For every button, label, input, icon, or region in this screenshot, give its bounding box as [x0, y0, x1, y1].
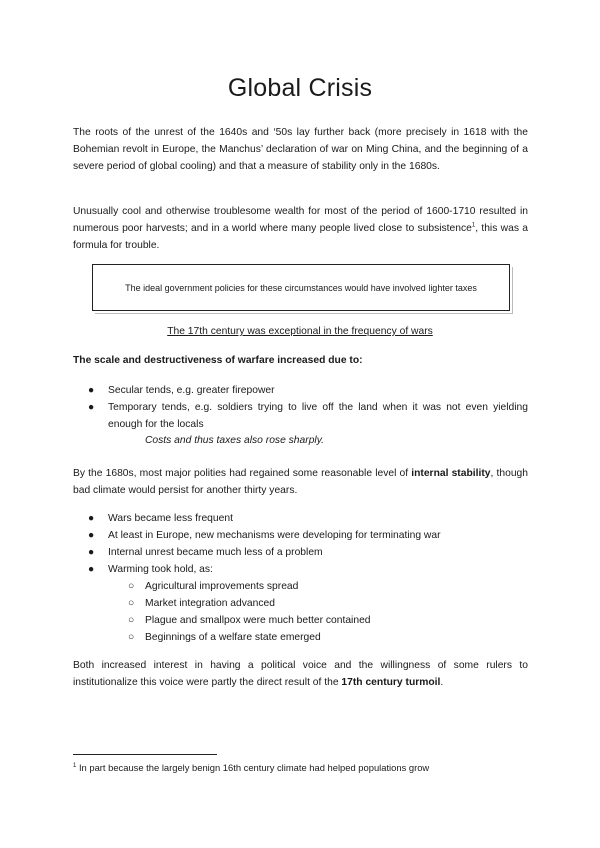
- list-item-text: Secular tends, e.g. greater firepower: [108, 385, 275, 396]
- bullet-icon: ●: [88, 564, 95, 575]
- circle-bullet-icon: ○: [128, 615, 135, 626]
- paragraph-stability-text-end: , though bad climate would persist for another thirty years.: [73, 468, 528, 496]
- costs-note: Costs and thus taxes also rose sharply.: [145, 435, 324, 446]
- list-item-text: Wars became less frequent: [108, 513, 233, 524]
- bullet-icon: ●: [88, 385, 95, 396]
- list-item-text: Temporary tends, e.g. soldiers trying to live off the land when it was not even yielding enough for the locals: [108, 402, 528, 430]
- list-item-text: Agricultural improvements spread: [145, 581, 299, 592]
- stability-list: [73, 510, 528, 578]
- paragraph-political-text-end: .: [440, 677, 444, 688]
- footnote-reference: 1: [471, 222, 476, 229]
- text-box: [92, 264, 510, 311]
- paragraph-stability-bold: internal stability: [411, 468, 491, 479]
- paragraph-stability: [73, 465, 528, 499]
- circle-bullet-icon: ○: [128, 632, 135, 643]
- bullet-icon: ●: [88, 547, 95, 558]
- footnote: [73, 762, 429, 773]
- paragraph-climate-text-end: , this was a formula for trouble.: [73, 223, 528, 251]
- paragraph-climate-text: Unusually cool and otherwise troublesome wealth for most of the period of 1600-1710 resulted in numerous poor harvests; and in a world where many people lived close to subsistence: [73, 206, 528, 234]
- list-item: [73, 399, 528, 433]
- list-item: [73, 578, 371, 595]
- bullet-icon: ●: [88, 513, 95, 524]
- warfare-causes-list: [73, 382, 528, 433]
- list-item-text: At least in Europe, new mechanisms were developing for terminating war: [108, 530, 441, 541]
- warfare-heading: The scale and destructiveness of warfare increased due to:: [73, 355, 363, 366]
- list-item: [73, 382, 528, 399]
- page-title: Global Crisis: [227, 74, 373, 102]
- list-item-text: Internal unrest became much less of a problem: [108, 547, 323, 558]
- paragraph-political-text: Both increased interest in having a political voice and the willingness of some rulers to institutionalize this voice were partly the direct result of the: [73, 660, 528, 688]
- list-item: [73, 612, 371, 629]
- list-item-text: Plague and smallpox were much better contained: [145, 615, 371, 626]
- list-item: [73, 527, 528, 544]
- list-item: [73, 595, 371, 612]
- paragraph-stability-text: By the 1680s, most major polities had regained some reasonable level of: [73, 468, 412, 479]
- warming-sublist: [73, 578, 371, 646]
- paragraph-political-bold: 17th century turmoil: [341, 677, 441, 688]
- text-box-content: The ideal government policies for these circumstances would have involved lighter taxes: [125, 282, 477, 293]
- footnote-marker: 1: [73, 762, 77, 769]
- list-item-text: Market integration advanced: [145, 598, 275, 609]
- wars-heading: The 17th century was exceptional in the frequency of wars: [167, 326, 433, 337]
- footnote-divider: [73, 754, 217, 755]
- list-item: [73, 544, 528, 561]
- list-item-text: Warming took hold, as:: [108, 564, 213, 575]
- paragraph-roots: The roots of the unrest of the 1640s and ‘50s lay further back (more precisely in 1618 with the Bohemian revolt in Europe, the Manchus’ declaration of war on Ming China, and the beginning of a severe period of global cooling) and that a measure of stability only in the 1680s.: [73, 127, 528, 172]
- bullet-icon: ●: [88, 402, 95, 413]
- bullet-icon: ●: [88, 530, 95, 541]
- paragraph-political-voice: [73, 657, 528, 691]
- list-item-text: Beginnings of a welfare state emerged: [145, 632, 321, 643]
- footnote-text: In part because the largely benign 16th century climate had helped populations grow: [76, 762, 430, 773]
- circle-bullet-icon: ○: [128, 581, 135, 592]
- list-item: [73, 510, 528, 527]
- list-item: [73, 629, 371, 646]
- list-item: [73, 561, 528, 578]
- paragraph-climate: [73, 203, 528, 254]
- circle-bullet-icon: ○: [128, 598, 135, 609]
